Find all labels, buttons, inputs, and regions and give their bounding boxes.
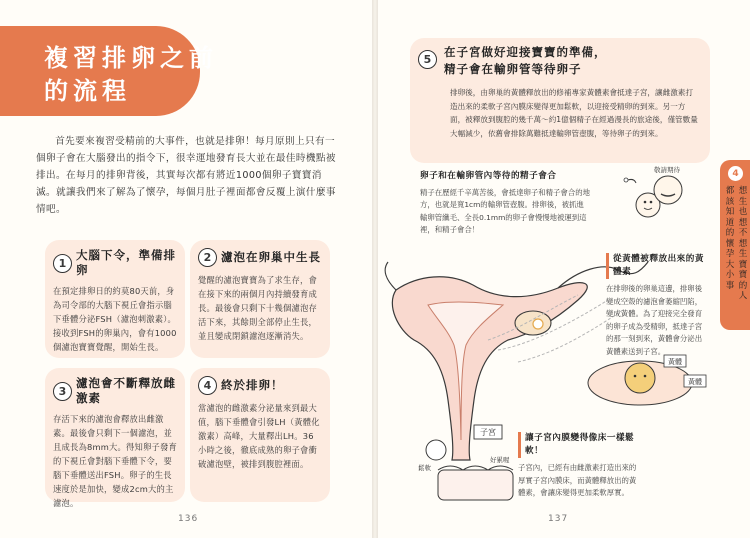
chapter-title-col-2: 都該知道的懷孕大小事 bbox=[725, 186, 735, 291]
meeting-note-body: 精子在歷經千辛萬苦後，會抵達卵子和精子會合的地方，也就是寬1cm的輸卵管壺腹。排卵後，被抓進輸卵管纖毛、全長0.1mm的卵子會慢慢地被運到這裡，和精子會合！ bbox=[420, 187, 590, 234]
svg-text:黃體: 黃體 bbox=[688, 378, 702, 386]
svg-text:黃體: 黃體 bbox=[668, 358, 682, 366]
step-number-1: 1 bbox=[53, 254, 72, 273]
step-card-5 bbox=[410, 38, 710, 163]
step-body-4: 當濾泡的雌激素分泌量來到最大值，腦下垂體會引發LH（黃體化激素）高峰，大量釋出LH。36小時之後，徹底成熟的卵子會衝破濾泡壁，被排到腹腔裡面。 bbox=[198, 403, 320, 469]
label-tired: 好累喔 bbox=[490, 456, 510, 464]
page-title-line-1: 複習排卵之前 bbox=[44, 44, 218, 72]
intro-paragraph: 首先要來複習受精前的大事件，也就是排卵！每月原則上只有一個卵子會在大腦發出的指令下，很幸運地發育長大並在最佳時機點被排出。在每月的排卵背後，其實每次都有將近1000個卵子寶寶消滅。就讓我們來了解為了懷孕，每個月肚子裡面都會反覆上演什麼事情吧。 bbox=[36, 136, 336, 215]
step-body-5: 排卵後，由卵巢的黃體釋放出的修補專家黃體素會抵達子宮，讓雌激素打造出來的柔軟子宮內膜床變得更加鬆軟，以迎接受精卵的到來。另一方面，被釋放到腹腔的幾千萬～約1億個精子在經過漫長的旅途後，僅管數量大幅減少，依舊會排除萬難抵達輸卵管壺腹，等待卵子的到來。 bbox=[450, 88, 698, 138]
step-title-5-line-2: 精子會在輸卵管等待卵子 bbox=[444, 62, 582, 76]
endometrium-note bbox=[518, 432, 638, 500]
meeting-note-title: 卵子和在輸卵管內等待的精子會合 bbox=[420, 171, 557, 181]
step-card-1 bbox=[45, 240, 185, 358]
step-title-4: 終於排卵！ bbox=[221, 378, 284, 392]
endometrium-note-title: 讓子宮內膜變得像床一樣鬆軟！ bbox=[518, 432, 638, 458]
meeting-note bbox=[420, 170, 590, 237]
step-number-2: 2 bbox=[198, 248, 217, 267]
step-card-3 bbox=[45, 368, 185, 508]
left-page bbox=[0, 0, 372, 538]
svg-text:子宮: 子宮 bbox=[480, 428, 496, 437]
corpus-luteum-icon bbox=[533, 319, 543, 329]
step-body-2: 覺醒的濾泡寶寶為了求生存，會在接下來的兩個月內持續發育成長。最後會只剩下十幾個濾泡存活下來，其餘則全部停止生長，並且變成閉鎖濾泡逐漸消失。 bbox=[198, 275, 317, 341]
step-card-2 bbox=[190, 240, 330, 358]
right-page bbox=[378, 0, 750, 538]
chapter-number: 4 bbox=[728, 166, 743, 181]
page-number-left: 136 bbox=[178, 514, 199, 524]
step-number-4: 4 bbox=[198, 376, 217, 395]
mustache-character-icon bbox=[654, 176, 682, 204]
step-title-5 bbox=[444, 44, 607, 78]
chapter-title-col-1: 想生也想不想生寶寶的人 bbox=[738, 186, 748, 301]
label-soft: 鬆軟 bbox=[418, 464, 431, 472]
endometrium-note-body: 子宮內，已經有由雌激素打造出來的厚實子宮內膜床，而黃體釋放出的黃體素，會讓床變得更加柔軟厚實。 bbox=[518, 463, 637, 497]
step-title-5-line-1: 在子宮做好迎接寶寶的準備， bbox=[444, 45, 607, 59]
fallopian-tube-left-icon bbox=[385, 262, 396, 290]
step-body-3: 存活下來的濾泡會釋放出雌激素。最後會只剩下一個濾泡，並且成長為8mm大。得知卵子發育的下視丘會對腦下垂體下令，要腦下垂體送出FSH。卵子的生長速度於是加快，變成2cm大的主濾泡。 bbox=[53, 414, 178, 508]
page-number-right: 137 bbox=[548, 514, 569, 524]
corpus-luteum-note-title: 從黃體被釋放出來的黃體素 bbox=[606, 253, 706, 279]
step-number-3: 3 bbox=[53, 382, 72, 401]
page-title-line-2: 的流程 bbox=[44, 77, 131, 105]
corpus-luteum-note-body: 在排卵後的卵巢這邊，排卵後變成空殼的濾泡會萎縮凹陷，變成黃體。為了迎接完全發育的卵子成為受精卵，抵達子宮的那一刻到來，黃體會分泌出黃體素送到子宮。 bbox=[606, 284, 703, 356]
yellow-body-character-icon bbox=[625, 363, 655, 393]
step-title-1: 大腦下令，準備排卵 bbox=[76, 248, 176, 277]
endometrium-bed-icon bbox=[438, 470, 513, 500]
step-body-1: 在預定排卵日的約莫80天前，身為司令部的大腦下視丘會指示腦下垂體分泌FSH（濾泡刺激素）。接收到FSH的卵巢內，會有1000個濾泡寶寶覺醒，開始生長。 bbox=[53, 286, 177, 352]
sperm-icon bbox=[628, 179, 636, 183]
step-title-3: 濾泡會不斷釋放雌激素 bbox=[76, 376, 176, 405]
corpus-luteum-note bbox=[606, 253, 706, 358]
step-card-4 bbox=[190, 368, 330, 502]
nurse-character-icon bbox=[426, 440, 446, 460]
step-number-5: 5 bbox=[418, 50, 437, 69]
label-wait: 敬請期待 bbox=[654, 166, 680, 174]
step-title-2: 濾泡在卵巢中生長 bbox=[221, 250, 321, 264]
chapter-side-tab bbox=[720, 160, 750, 330]
